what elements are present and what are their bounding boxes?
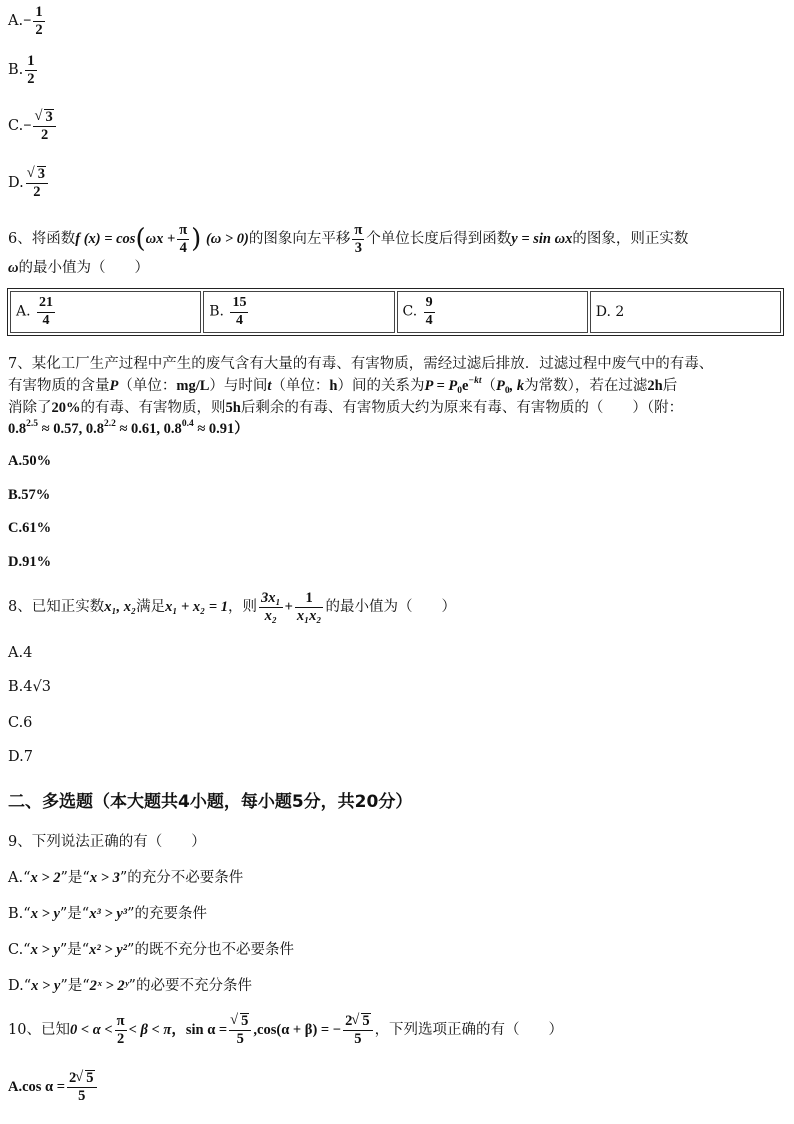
fraction: √ $\frac{3}{2}$ [26,166,48,200]
q8-option-c[interactable]: C.6 [8,715,33,731]
section-heading: 二、多选题（本大题共4小题，每小题5分，共20分） [8,792,413,812]
q6-option-a[interactable]: A. $\frac{21}{4}$ [10,291,201,333]
q5-option-b[interactable]: B. $\frac{1}{2}$ [8,53,35,87]
q8-option-b[interactable]: B.4√3 [8,679,51,695]
fraction: √ $\frac{3}{2}$ [33,109,55,143]
q10-stem: 10、已知0 < α < $\frac{\pi}{2}$ < β < π，sin α = √ $\frac{5}{5}$ ,cos(α + β) = − $\frac{2√ 5}{5}$ ，下列选项正确的有（ ） [8,1013,563,1047]
q6-stem-line1: 6、将函数f (x) = cos(ωx + $\frac{\pi}{4}$ ) (ω > 0)的图象向左平移 $\frac{\pi}{3}$ 个单位长度后得到函数y = sin ωx的图象，则正实数 [8,222,689,256]
q7-option-c[interactable]: C.61% [8,520,52,536]
q5-option-a[interactable]: A.− $\frac{1}{2}$ [8,4,43,38]
q10-option-a[interactable]: A.cos α = $\frac{2√ 5}{5}$ [8,1070,99,1104]
q9-option-d[interactable]: D.“x > y”是“2ˣ > 2ʸ”的必要不充分条件 [8,978,252,994]
q9-stem: 9、下列说法正确的有（ ） [8,834,206,850]
q6-option-d[interactable]: D. 2 [590,291,781,333]
q6-option-c[interactable]: C. $\frac{9}{4}$ [397,291,588,333]
q7-option-b[interactable]: B.57% [8,487,51,503]
q7-option-d[interactable]: D.91% [8,554,52,570]
q8-option-a[interactable]: A.4 [8,645,33,661]
q9-option-b[interactable]: B.“x > y”是“x³ > y³”的充要条件 [8,906,208,922]
q7-stem-line3: 消除了20%的有毒、有害物质，则5h后剩余的有毒、有害物质大约为原来有毒、有害物质的（ ）（附： [8,400,684,416]
q9-option-a[interactable]: A.“x > 2”是“x > 3”的充分不必要条件 [8,870,244,886]
q6-stem-line2: ω的最小值为（ ） [8,260,149,276]
q7-option-a[interactable]: A.50% [8,453,52,469]
q6-option-b[interactable]: B. $\frac{15}{4}$ [203,291,394,333]
q5-option-c[interactable]: C.− √ $\frac{3}{2}$ [8,109,58,143]
q8-stem: 8、已知正实数x₁, x₂满足x₁ + x₂ = 1，则 $\frac{\text{3x₁}}{\text{x₂}}$ + $\frac{1}{\text{x₁x₂}}$ 的最小值为（ ） [8,590,456,624]
q5-option-d[interactable]: D. √ $\frac{3}{2}$ [8,166,50,200]
q6-options-table [7,288,784,336]
q8-option-d[interactable]: D.7 [8,749,33,765]
q7-stem-line1: 7、某化工厂生产过程中产生的废气含有大量的有毒、有害物质，需经过滤后排放．过滤过程中废气中的有毒、 [8,356,714,372]
q9-option-c[interactable]: C.“x > y”是“x² > y²”的既不充分也不必要条件 [8,942,294,958]
q7-stem-line4: $0.8^{2.5} \approx 0.57$, $0.8^{2.2} \approx 0.61$, $0.8^{0.4} \approx 0.91$） [8,419,249,437]
q7-stem-line2: 有害物质的含量P（单位：mg/L）与时间t（单位：h）间的关系为$P = P_0e^{-kt}(P_0$, k为常数），若在过滤2h后 [8,376,678,396]
fraction: $\frac{1}{2}$ [35,4,43,38]
fraction: $\frac{1}{2}$ [27,53,35,87]
